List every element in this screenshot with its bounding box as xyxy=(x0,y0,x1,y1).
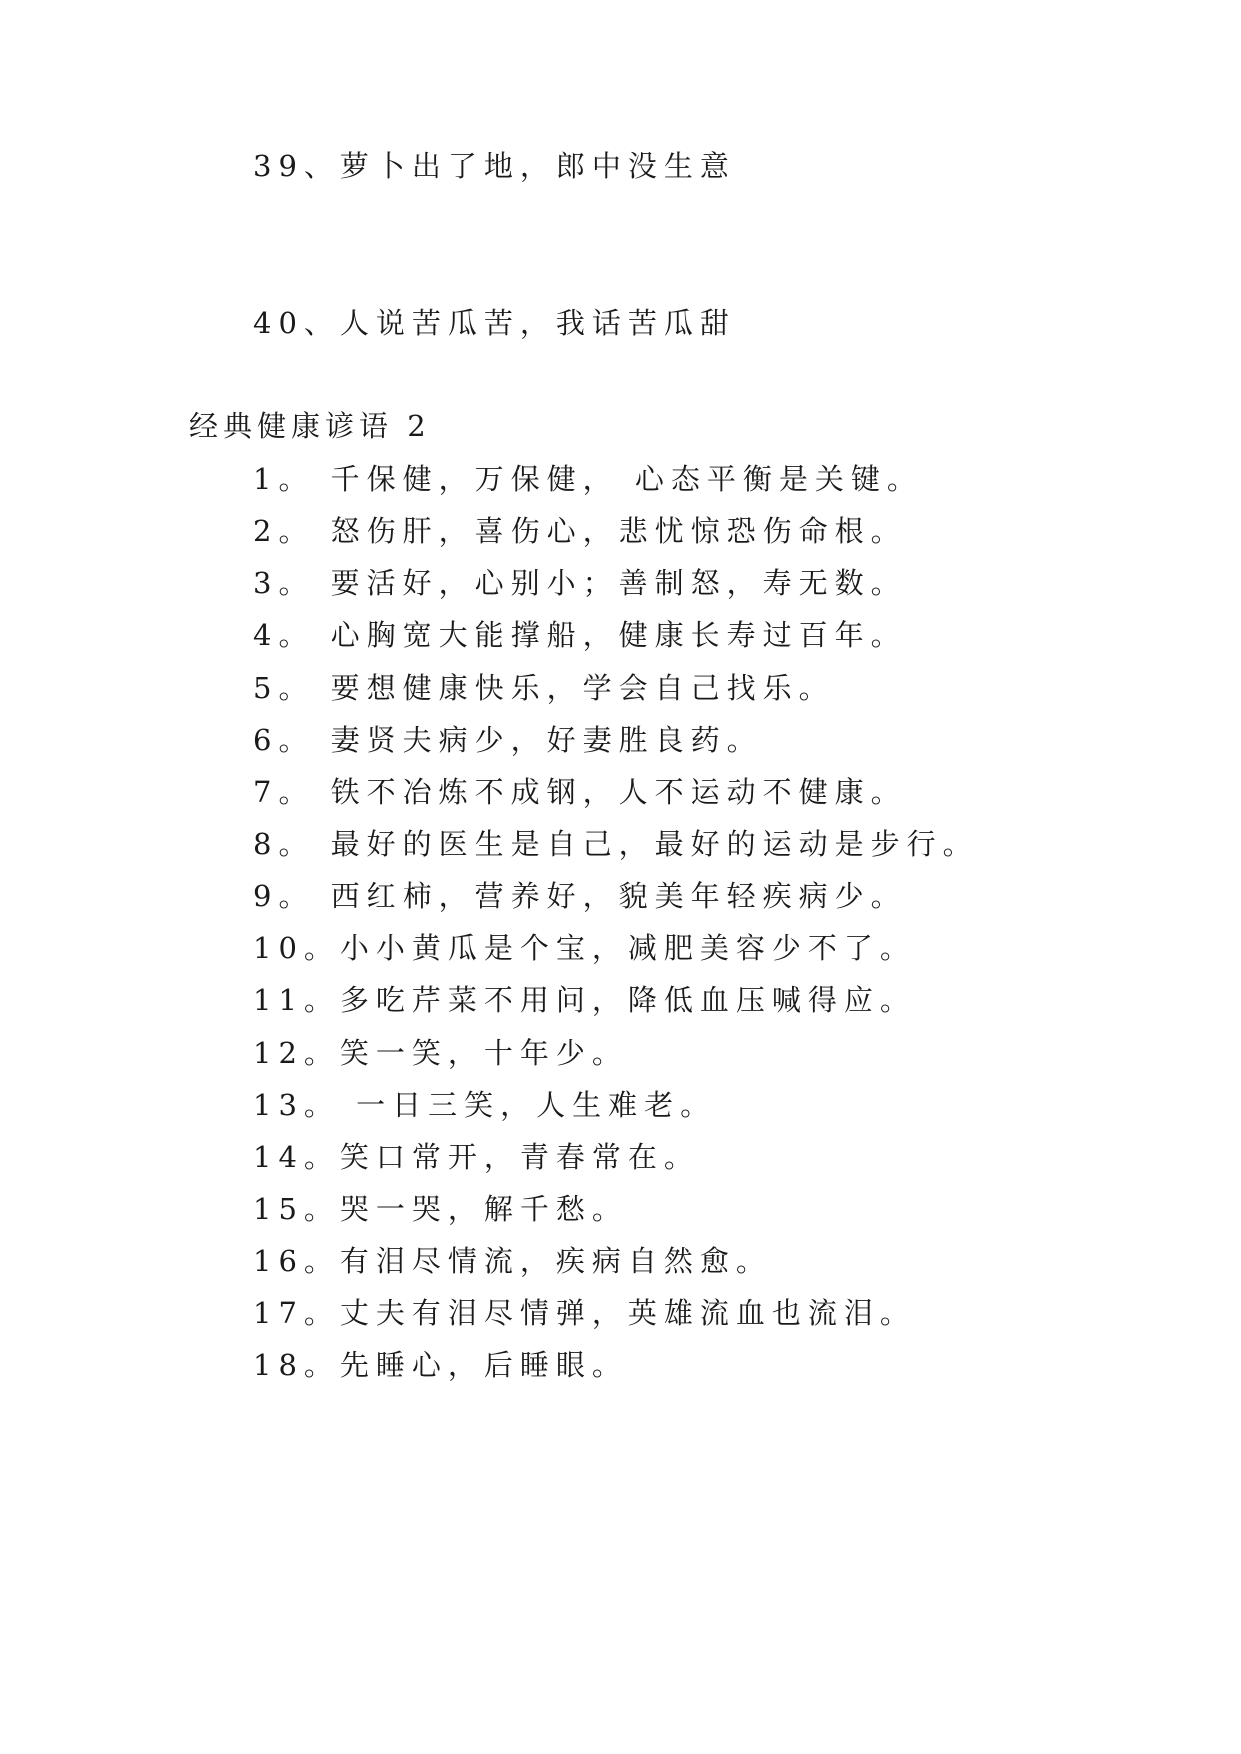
list-item: 4。 心胸宽大能撑船，健康长寿过百年。 xyxy=(253,618,907,652)
list-item: 10。小小黄瓜是个宝，减肥美容少不了。 xyxy=(253,931,916,965)
list-item: 16。有泪尽情流，疾病自然愈。 xyxy=(253,1244,772,1278)
list-item: 11。多吃芹菜不用问，降低血压喊得应。 xyxy=(253,983,916,1017)
list-item: 9。 西红柿，营养好，貌美年轻疾病少。 xyxy=(253,879,907,913)
section-heading: 经典健康谚语 2 xyxy=(189,409,431,443)
proverb-item-39: 39、萝卜出了地，郎中没生意 xyxy=(253,149,736,183)
list-item: 13。 一日三笑，人生难老。 xyxy=(253,1088,717,1122)
list-item: 6。 妻贤夫病少，好妻胜良药。 xyxy=(253,723,763,757)
list-item: 3。 要活好，心别小；善制怒，寿无数。 xyxy=(253,566,907,600)
list-item: 12。笑一笑，十年少。 xyxy=(253,1036,628,1070)
list-item: 18。先睡心，后睡眼。 xyxy=(253,1348,628,1382)
list-item: 7。 铁不冶炼不成钢，人不运动不健康。 xyxy=(253,775,907,809)
list-item: 14。笑口常开，青春常在。 xyxy=(253,1140,700,1174)
proverb-item-40: 40、人说苦瓜苦，我话苦瓜甜 xyxy=(253,306,736,340)
list-item: 8。 最好的医生是自己，最好的运动是步行。 xyxy=(253,827,979,861)
list-item: 2。 怒伤肝，喜伤心，悲忧惊恐伤命根。 xyxy=(253,514,907,548)
list-item: 17。丈夫有泪尽情弹，英雄流血也流泪。 xyxy=(253,1296,916,1330)
list-item: 1。 千保健，万保健， 心态平衡是关键。 xyxy=(253,462,923,496)
list-item: 5。 要想健康快乐，学会自己找乐。 xyxy=(253,671,835,705)
list-item: 15。哭一哭，解千愁。 xyxy=(253,1192,628,1226)
